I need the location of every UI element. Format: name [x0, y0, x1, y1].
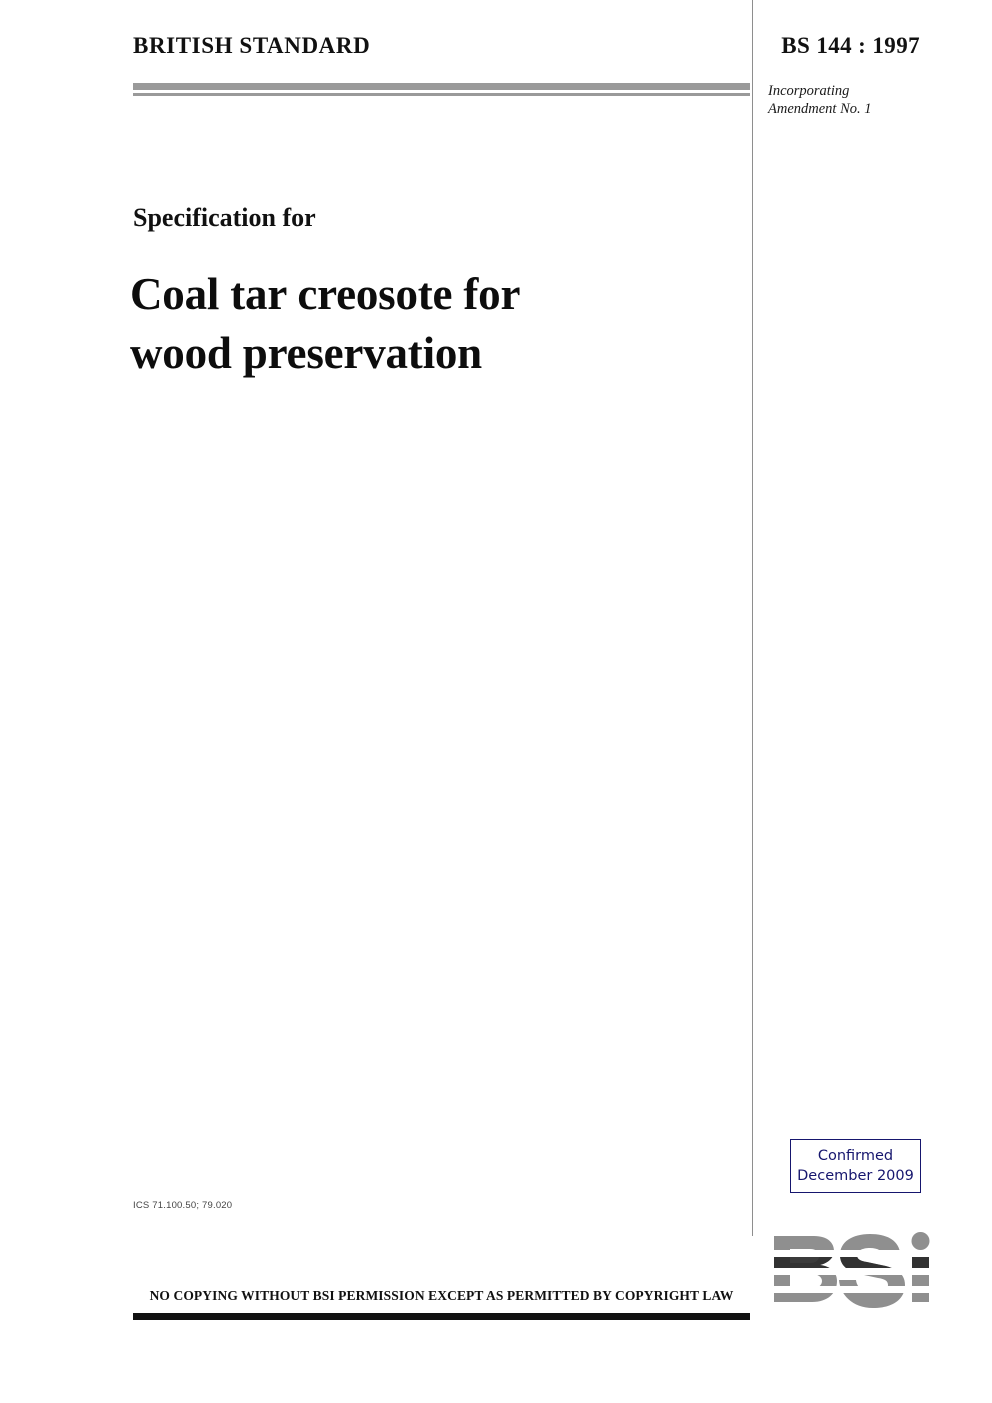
header-rule-thin [133, 93, 750, 96]
amendment-line-2: Amendment No. 1 [768, 101, 872, 117]
header-rule-thick [133, 83, 750, 90]
confirmed-stamp-line-1: Confirmed [817, 1148, 894, 1164]
page-title-line-1: Coal tar creosote for [130, 269, 521, 319]
ics-code: ICS 71.100.50; 79.020 [133, 1200, 233, 1211]
title-kicker: Specification for [133, 203, 316, 232]
amendment-note [768, 82, 958, 118]
page-title-line-2: wood preservation [130, 328, 483, 378]
footer-rule [133, 1313, 750, 1320]
british-standard-label: BRITISH STANDARD [133, 33, 371, 58]
copyright-notice: NO COPYING WITHOUT BSI PERMISSION EXCEPT AS PERMITTED BY COPYRIGHT LAW [149, 1288, 734, 1303]
confirmed-stamp-line-2: December 2009 [797, 1168, 914, 1184]
vertical-divider [752, 0, 753, 1236]
bsi-logo [770, 1232, 950, 1310]
page-title [130, 265, 730, 383]
standard-number: BS 144 : 1997 [781, 33, 920, 58]
amendment-line-1: Incorporating [768, 83, 850, 99]
confirmed-stamp [790, 1139, 921, 1193]
